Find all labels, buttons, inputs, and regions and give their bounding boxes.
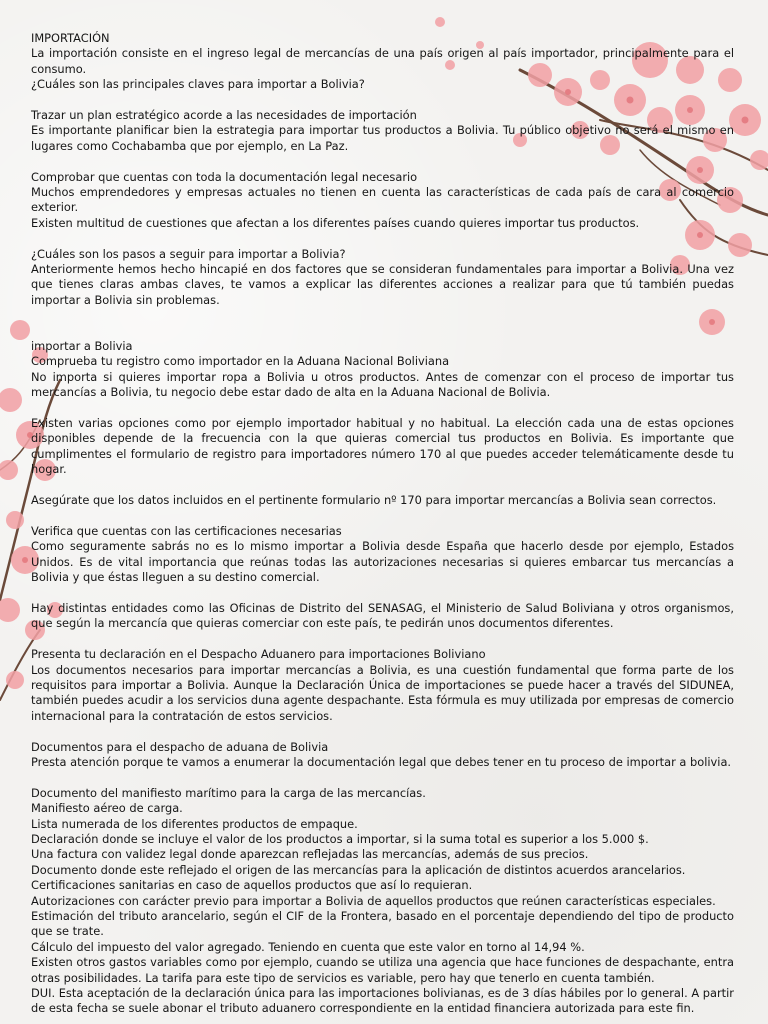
document-body bbox=[31, 31, 734, 1017]
paragraph: Asegúrate que los datos incluidos en el pertinente formulario nº 170 para importar mercancías a Bolivia sean correctos. bbox=[31, 493, 717, 508]
intro-block bbox=[31, 31, 734, 93]
section-register bbox=[31, 339, 734, 401]
list-item: Documento donde este reflejado el origen de las mercancías para la aplicación de distintos acuerdos arancelarios. bbox=[31, 862, 686, 877]
section-heading: Comprueba tu registro como importador en la Aduana Nacional Boliviana bbox=[31, 354, 450, 369]
section-documentation bbox=[31, 170, 734, 232]
paragraph: Anteriormente hemos hecho hincapié en dos factores que se consideran fundamentales para importar a Bolivia. Una vez que tienes claras ambas claves, te vamos a explicar las diferentes acciones a realizar para que tú también puedas importar a Bolivia sin problemas. bbox=[31, 262, 734, 307]
section-heading: Comprobar que cuentas con toda la documentación legal necesario bbox=[31, 169, 418, 184]
list-item: Estimación del tributo arancelario, según el CIF de la Frontera, basado en el porcentaje dependiendo del tipo de producto que se trate. bbox=[31, 908, 734, 939]
list-item: Autorizaciones con carácter previo para importar a Bolivia de aquellos productos que reúnen características especiales. bbox=[31, 893, 716, 908]
paragraph: Presta atención porque te vamos a enumerar la documentación legal que debes tener en tu proceso de importar a bolivia. bbox=[31, 754, 732, 769]
list-item: Cálculo del impuesto del valor agregado. Teniendo en cuenta que este valor en torno al 14,94 %. bbox=[31, 939, 585, 954]
list-item: Lista numerada de los diferentes productos de empaque. bbox=[31, 816, 358, 831]
section-heading: Verifica que cuentas con las certificaciones necesarias bbox=[31, 523, 342, 538]
list-item: Declaración donde se incluye el valor de los productos a importar, si la suma total es superior a los 5.000 $. bbox=[31, 831, 649, 846]
section-entities bbox=[31, 601, 734, 632]
section-steps bbox=[31, 247, 734, 309]
paragraph: Existen varias opciones como por ejemplo importador habitual y no habitual. La elección cada una de estas opciones disponibles depende de la frecuencia con la que quieras comercial tus productos en Bolivia. Es importante que cumplimentes el formulario de registro para importadores número 170 al que puedes acceder telemáticamente desde tu hogar. bbox=[31, 416, 734, 477]
document-list bbox=[31, 786, 734, 1017]
list-item: Certificaciones sanitarias en caso de aquellos productos que así lo requieran. bbox=[31, 878, 473, 893]
paragraph: La importación consiste en el ingreso legal de mercancías de una país origen al país importador, principalmente para el consumo. bbox=[31, 46, 734, 76]
list-item: DUI. Esta aceptación de la declaración única para las importaciones bolivianas, es de 3 días hábiles por lo general. A partir de esta fecha se suele abonar el tributo aduanero correspondiente en la entidad financiera autorizada para este fin. bbox=[31, 986, 734, 1016]
section-heading: importar a Bolivia bbox=[31, 339, 133, 354]
section-options bbox=[31, 416, 734, 478]
paragraph: Muchos emprendedores y empresas actuales no tienen en cuenta las características de cada país de cara al comercio exterior. bbox=[31, 185, 734, 215]
paragraph: Es importante planificar bien la estrategia para importar tus productos a Bolivia. Tu público objetivo no será el mismo en lugares como Cochabamba que por ejemplo, en La Paz. bbox=[31, 123, 734, 153]
section-certifications bbox=[31, 524, 734, 586]
section-heading: Documentos para el despacho de aduana de Bolivia bbox=[31, 739, 329, 754]
list-item: Documento del manifiesto marítimo para la carga de las mercancías. bbox=[31, 785, 426, 800]
section-plan bbox=[31, 108, 734, 154]
paragraph: Existen multitud de cuestiones que afectan a los diferentes países cuando quieres importar tus productos. bbox=[31, 215, 640, 230]
paragraph: No importa si quieres importar ropa a Bolivia u otros productos. Antes de comenzar con el proceso de importar tus mercancías a Bolivia, tu negocio debe estar dado de alta en la Aduana Nacional de Bolivia. bbox=[31, 369, 734, 400]
section-customs-docs bbox=[31, 740, 734, 771]
document-title: IMPORTACIÓN bbox=[31, 31, 110, 45]
section-heading: Trazar un plan estratégico acorde a las necesidades de importación bbox=[31, 108, 417, 123]
list-item: Manifiesto aéreo de carga. bbox=[31, 801, 183, 816]
section-form-check bbox=[31, 493, 734, 508]
section-heading: ¿Cuáles son los pasos a seguir para importar a Bolivia? bbox=[31, 246, 346, 261]
section-declaration bbox=[31, 647, 734, 724]
list-item: Una factura con validez legal donde aparezcan reflejadas las mercancías, además de sus precios. bbox=[31, 847, 589, 862]
list-item: Existen otros gastos variables como por ejemplo, cuando se utiliza una agencia que hace funciones de despachante, entra otras posibilidades. La tarifa para este tipo de servicios es variable, pero hay que tenerlo en cuenta también. bbox=[31, 955, 734, 985]
paragraph: Los documentos necesarios para importar mercancías a Bolivia, es una cuestión fundamental que forma parte de los requisitos para importar a Bolivia. Aunque la Declaración Única de importaciones se puede hacer a través del SIDUNEA, también puedes acudir a los servicios duna agente despachante. Esta fórmula es muy utilizada por empresas de comercio internacional para la contratación de estos servicios. bbox=[31, 662, 734, 723]
paragraph: ¿Cuáles son las principales claves para importar a Bolivia? bbox=[31, 77, 365, 92]
paragraph: Hay distintas entidades como las Oficinas de Distrito del SENASAG, el Ministerio de Salud Boliviana y otros organismos, que según la mercancía que quieras comerciar con este país, te pedirán unos documentos diferentes. bbox=[31, 600, 734, 631]
section-heading: Presenta tu declaración en el Despacho Aduanero para importaciones Boliviano bbox=[31, 647, 486, 662]
paragraph: Como seguramente sabrás no es lo mismo importar a Bolivia desde España que hacerlo desde por ejemplo, Estados Unidos. Es de vital importancia que reúnas todas las autorizaciones necesarias si quieres embarcar tus mercancías a Bolivia y que éstas lleguen a su destino comercial. bbox=[31, 539, 734, 585]
